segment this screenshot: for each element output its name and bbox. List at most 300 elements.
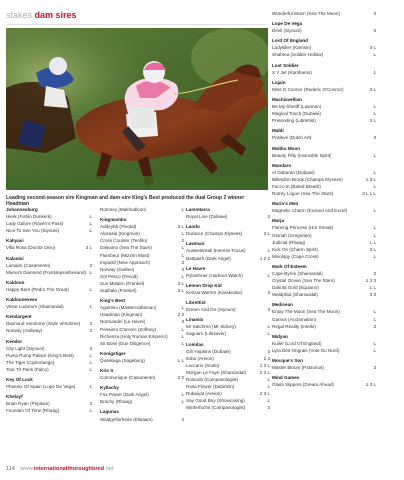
winner-name: Rolando (Campanologist)	[186, 376, 239, 382]
winner-name: Brachy (Rhaag)	[100, 399, 133, 405]
race-grade: 3 L L L	[362, 191, 376, 197]
winner-name: Alocasia (Kingman)	[100, 231, 140, 237]
winner-name: Richenza (Holy Roman Emperor)	[100, 333, 168, 339]
winner-entry	[100, 280, 184, 287]
winner-name: Kuiler (Lord Of England)	[272, 340, 322, 346]
race-grade: 1 3 L	[365, 382, 376, 388]
winner-entry	[272, 284, 376, 291]
winner-entry	[272, 190, 376, 197]
race-grade: 3 L	[177, 288, 184, 294]
dam-sire-heading: Malibu Moon	[272, 145, 301, 151]
dam-sire-heading: Kaldounevees	[6, 297, 38, 303]
race-grade: 3	[373, 365, 376, 371]
race-grade: L	[267, 331, 270, 337]
winner-name: Mr Satchmo (Mr Sidney)	[186, 324, 236, 330]
winner-entry	[100, 259, 184, 266]
winner-entry	[6, 383, 92, 390]
winner-name: Happy Bern (Pedro The Great)	[6, 286, 69, 292]
winner-name: Devil (Siyouni)	[272, 28, 302, 34]
race-grade: L	[373, 309, 376, 315]
race-grade: L L	[369, 239, 376, 245]
header-divider	[6, 24, 268, 25]
winner-entry	[272, 207, 376, 214]
race-grade: 3 3	[369, 292, 376, 298]
winner-entry	[272, 44, 376, 51]
race-grade: 3	[89, 328, 92, 334]
race-grade: 3	[267, 214, 270, 220]
dam-sire-heading: Lammtarra	[186, 207, 210, 212]
winner-name: Saguaro (Lifesaver)	[186, 331, 227, 337]
dam-sire-heading: Key Of Luck	[6, 376, 33, 382]
race-grade: L	[181, 305, 184, 311]
column-2	[100, 206, 184, 423]
winner-name: Gloriah (Gregorian)	[272, 232, 312, 238]
winner-name: Flambeur (Mizzen Mast)	[100, 252, 150, 258]
winner-name: The Tiger (Cipitorlango)	[6, 359, 55, 365]
race-grade: 1 3 L	[259, 362, 270, 368]
race-grade: L	[267, 272, 270, 278]
race-grade: 3	[181, 319, 184, 325]
winner-name: Cross Counter (Teofilo)	[100, 238, 148, 244]
dam-sire-heading: Lujain	[272, 79, 286, 85]
winner-name: Agostino (Mastercraftsman)	[100, 305, 157, 311]
winner-name: Sir Boris (Due Diligence)	[100, 340, 151, 346]
winner-name: Battaash (Dark Angel)	[186, 255, 231, 261]
winner-entry	[6, 400, 92, 407]
dam-sire-heading: King's Best	[100, 298, 126, 304]
winner-name: Norway (Galiway)	[6, 328, 43, 334]
winner-entry	[272, 364, 376, 371]
winner-name: Suphala (Frankel)	[100, 288, 137, 294]
winner-entry	[186, 306, 270, 313]
race-grade: L	[373, 104, 376, 110]
winner-name: Enjoy The Moon (Sea The Moon)	[272, 309, 340, 315]
race-grade: L	[373, 232, 376, 238]
race-grade: 3	[373, 135, 376, 141]
winner-entry	[186, 383, 270, 390]
winner-entry	[272, 291, 376, 298]
winner-entry	[272, 277, 376, 284]
winner-entry	[100, 206, 184, 213]
winner-name: Say Good Buy (Showcasing)	[186, 398, 245, 404]
race-grade: L	[89, 366, 92, 372]
race-grade: L	[373, 52, 376, 58]
dam-sire-heading: Linamix	[186, 317, 204, 323]
winner-name: Regal Reality (Intello)	[272, 323, 316, 329]
winner-entry	[186, 323, 270, 330]
winner-entry	[6, 303, 92, 310]
winner-name: Waldgeflorhede (Elisaam)	[100, 416, 153, 422]
winner-name: Ladykiller (Kamsin)	[272, 45, 312, 51]
winner-entry	[186, 376, 270, 383]
winner-name: Kick On (Charm Spirit)	[272, 246, 318, 252]
winner-name: Qualisaga (Sageburg)	[100, 357, 145, 363]
race-grade: L	[373, 340, 376, 346]
winner-name: Dalyamo (Sea The Stars)	[100, 245, 152, 251]
race-grade: 3	[181, 266, 184, 272]
race-grade: 2 3	[263, 355, 270, 361]
race-grade: L	[267, 384, 270, 390]
race-grade: L	[373, 111, 376, 117]
dam-sire-heading: Johannesburg	[6, 207, 38, 212]
race-grade: L	[89, 269, 92, 275]
race-grade: L	[89, 214, 92, 220]
winner-entry	[272, 86, 376, 93]
winner-name: Victor Ludorum (Shamardal)	[6, 304, 64, 310]
winner-name: Impulsif (New Approach)	[100, 259, 151, 265]
winner-name: Communique (Casamento)	[100, 375, 156, 381]
winner-name: Durance (Champs Elysees)	[186, 231, 243, 237]
winner-entry	[100, 416, 184, 423]
winner-name: Pump Pump Palace (King's Best)	[6, 352, 74, 358]
winner-entry	[272, 183, 376, 190]
race-grade: L	[181, 273, 184, 279]
winner-name: Rotrey Logue (Sea The Stars)	[272, 191, 334, 197]
race-grade: L	[181, 245, 184, 251]
winner-name: Magical Touch (Dubawi)	[272, 111, 321, 117]
race-grade: 3 L	[85, 245, 92, 251]
winner-entry	[272, 103, 376, 110]
race-grade: 1	[89, 304, 92, 310]
column-4	[272, 10, 376, 388]
winner-entry	[100, 374, 184, 381]
winner-entry	[100, 230, 184, 237]
race-grade: L	[373, 316, 376, 322]
winner-entry	[100, 326, 184, 333]
race-grade: L	[89, 221, 92, 227]
winner-entry	[272, 134, 376, 141]
section-title: dam sires	[34, 10, 77, 20]
winner-name: Wonderful Moon (Sea The Moon)	[272, 11, 341, 16]
winner-name: Rosa Flower (Dabirsim)	[186, 384, 235, 390]
dam-sire-heading: Maldi	[272, 128, 284, 134]
race-grade: 3 L	[369, 45, 376, 51]
winner-entry	[272, 239, 376, 246]
race-grade: L	[181, 340, 184, 346]
dam-sire-heading: Lomitas	[186, 341, 204, 347]
dam-sire-heading: Librettist	[186, 300, 206, 306]
winner-name: Cape Byron (Shamardal)	[272, 271, 323, 276]
race-grade: 2 2	[177, 312, 184, 318]
dam-sire-heading: Kalanisi	[6, 255, 24, 261]
winner-name: Winterfuchs (Campanologist)	[186, 405, 246, 411]
winner-name: Flaming Princess (Hot Streak)	[272, 225, 334, 231]
winner-entry	[272, 27, 376, 34]
race-grade: 3	[373, 28, 376, 34]
dam-sire-heading: Mark Of Esteem	[272, 263, 307, 269]
dam-sire-heading: Kendor	[6, 338, 23, 344]
winner-entry	[186, 289, 270, 296]
winner-entry	[186, 369, 270, 376]
section-label: stakes	[6, 10, 33, 20]
race-grade: L	[267, 248, 270, 254]
winner-entry	[186, 272, 270, 279]
winner-name: City Light (Siyouni)	[6, 345, 45, 351]
race-grade: 3 L	[177, 224, 184, 230]
race-grade: 3	[181, 416, 184, 422]
winner-entry	[272, 152, 376, 159]
winner-entry	[6, 352, 92, 359]
dam-sire-heading: Machiavellian	[272, 96, 302, 102]
racehorse-photo	[6, 28, 268, 190]
winner-entry	[272, 316, 376, 323]
race-grade: 2	[89, 262, 92, 268]
winner-name: Al Dabaran (Dubawi)	[272, 169, 315, 175]
race-grade: L	[89, 352, 92, 358]
race-grade: L	[181, 399, 184, 405]
race-grade: 3 L	[369, 118, 376, 124]
winner-entry	[100, 311, 184, 318]
winner-name: Itobo (Areion)	[186, 355, 214, 361]
winner-entry	[272, 224, 376, 231]
dam-sire-heading: Mandaro	[272, 162, 292, 168]
race-grade: 1 2 2	[259, 255, 270, 261]
winner-entry	[272, 232, 376, 239]
race-grade: L L	[177, 357, 184, 363]
winner-entry	[100, 273, 184, 280]
winner-entry	[272, 340, 376, 347]
race-grade: 1 3 3	[365, 278, 376, 284]
winner-entry	[100, 237, 184, 244]
winner-name: Beauty Fifty (Invincible Spirit)	[272, 152, 332, 158]
winner-entry	[272, 176, 376, 183]
winner-name: Diamond Vendome (Style Vendome)	[6, 321, 81, 327]
winner-entry	[100, 391, 184, 398]
winner-entry	[100, 223, 184, 230]
winner-entry	[6, 244, 92, 251]
race-grade: L	[373, 208, 376, 214]
dam-sire-heading: Midyan	[272, 333, 288, 339]
race-grade: 3	[89, 401, 92, 407]
winner-name: Judicial (Rhaag)	[272, 239, 306, 245]
winner-entry	[272, 323, 376, 330]
winner-entry	[6, 359, 92, 366]
winner-name: Addeybb (Pivotal)	[100, 224, 137, 230]
winner-name: Lady Galore (Raven's Pass)	[6, 221, 64, 227]
race-grade: L	[181, 252, 184, 258]
winner-entry	[272, 51, 376, 58]
winner-name: Brian Ryan (Pepisan)	[6, 401, 50, 407]
winner-name: Morgan Le Faye (Shamardal)	[186, 369, 247, 375]
winner-entry	[100, 287, 184, 294]
race-grade: L	[373, 152, 376, 158]
winner-name: Master Bloom (Pastorius)	[272, 365, 324, 371]
winner-name: Laccario (Scalo)	[186, 362, 220, 368]
winner-entry	[272, 253, 376, 260]
race-grade: 1 3 L	[365, 176, 376, 182]
race-grade: 2 2	[177, 375, 184, 381]
winner-entry	[100, 266, 184, 273]
winner-name: Pylosthner (Harbour Watch)	[186, 272, 243, 278]
winner-entry	[100, 304, 184, 311]
race-grade: L L	[369, 285, 376, 291]
race-grade: L	[181, 326, 184, 332]
winner-name: Lyra Des Ongrais (Vote Du Nord)	[272, 347, 340, 353]
winner-name: Romney (Makhadloon)	[100, 207, 147, 212]
winner-entry	[186, 355, 270, 362]
race-grade: 3	[373, 323, 376, 329]
winner-name: Mama's Diamond (Footstepsinthesand)	[6, 269, 87, 275]
winner-name: Sun Maiden (Frankel)	[100, 280, 145, 286]
section-header	[6, 10, 77, 20]
winner-name: Dakota Gold (Equiano)	[272, 285, 319, 291]
race-grade: L	[181, 333, 184, 339]
race-grade: 3	[267, 405, 270, 411]
winner-entry	[100, 357, 184, 364]
dam-sire-heading: Lord Of England	[272, 38, 308, 44]
photo-caption: Leading second-season sire Kingman and dam-sire King's Best produced the dual Group 2 winner Headman	[6, 195, 245, 207]
winner-name: Fox Power (Dark Angel)	[100, 392, 149, 398]
dam-sire-heading: Le Havre	[186, 265, 206, 271]
winner-entry	[186, 390, 270, 397]
winner-name: Headman (Kingman)	[100, 312, 143, 318]
winner-entry	[100, 340, 184, 347]
winner-name: Miss O Connor (Roderic O'Connor)	[272, 86, 344, 92]
race-grade: 1	[89, 384, 92, 390]
winner-name: Aussiestreak (Intense Focus)	[186, 248, 246, 254]
winner-entry	[186, 255, 270, 262]
race-grade: L	[181, 207, 184, 212]
race-grade: 3 L	[263, 231, 270, 237]
race-grade: 3	[267, 289, 270, 295]
winner-name: Waldpfad (Shamardal)	[272, 292, 318, 298]
winner-name: Fountain Of Time (Rhaag)	[6, 408, 60, 414]
winner-name: Tour Tir Paris (Falco)	[6, 366, 49, 372]
winner-entry	[6, 227, 92, 234]
winner-entry	[272, 110, 376, 117]
column-1	[6, 206, 92, 414]
dam-sire-heading: Lemon Drop Kid	[186, 282, 222, 288]
race-grade: 3 L	[177, 280, 184, 286]
winner-entry	[6, 213, 92, 220]
winner-name: Gamus (Acclamation)	[272, 316, 317, 322]
race-grade: L	[267, 324, 270, 330]
dam-sire-heading: Mario's Men	[272, 201, 299, 207]
winner-name: Crystal Ocean (Sea The Stars)	[272, 278, 335, 284]
winner-name: Royal Line (Dubawi)	[186, 214, 228, 220]
page-number: 114	[6, 466, 15, 472]
winner-entry	[6, 320, 92, 327]
dam-sire-heading: Kyllachy	[100, 385, 119, 391]
race-grade: 3	[89, 345, 92, 351]
dam-sire-heading: Khelayf	[6, 394, 23, 400]
winner-entry	[6, 262, 92, 269]
dam-sire-heading: Lagunas	[100, 409, 119, 415]
winner-entry	[100, 398, 184, 405]
page-footer	[6, 466, 113, 472]
winner-entry	[272, 308, 376, 315]
website-link[interactable]: www.internationalthoroughbred.net	[20, 466, 114, 472]
winner-name: Normandel (Le Havre)	[100, 319, 146, 325]
race-grade: L	[181, 231, 184, 237]
winner-entry	[272, 10, 376, 17]
dam-sire-heading: Mind Games	[272, 375, 300, 381]
winner-name: Gin Hopkins (Dubawi)	[186, 348, 231, 354]
race-grade: 3	[373, 11, 376, 16]
race-grade: 3 L	[369, 86, 376, 92]
winner-entry	[186, 362, 270, 369]
winner-name: Hierk (Fishin Dunkerk)	[6, 214, 52, 220]
winner-name: Nice To See You (Siyouni)	[6, 228, 60, 234]
dam-sire-heading: Lope De Vega	[272, 21, 303, 27]
dam-sire-heading: Kaldoun	[6, 279, 25, 285]
winner-name: Be My Sheriff (Lawman)	[272, 104, 322, 110]
winner-entry	[272, 169, 376, 176]
race-grade: L	[373, 183, 376, 189]
race-grade: 3 L	[369, 246, 376, 252]
race-grade: L	[181, 392, 184, 398]
winner-entry	[6, 345, 92, 352]
race-grade: 2	[181, 238, 184, 244]
race-grade: L	[373, 169, 376, 175]
dam-sire-heading: Kingmambo	[100, 217, 127, 223]
winner-entry	[6, 286, 92, 293]
dam-sire-heading: Kahyasi	[6, 238, 24, 244]
winner-entry	[186, 348, 270, 355]
race-grade: 1	[373, 69, 376, 75]
winner-name: Phoenix Of Spain (Lope De Vega)	[6, 384, 76, 390]
race-grade: L	[373, 347, 376, 353]
winner-entry	[186, 213, 270, 220]
race-grade: L	[89, 359, 92, 365]
race-grade: 3	[267, 348, 270, 354]
winner-entry	[100, 318, 184, 325]
race-grade: 3	[373, 271, 376, 276]
winner-name: Positive (Dutch Art)	[272, 135, 312, 141]
winner-entry	[272, 246, 376, 253]
winner-entry	[100, 244, 184, 251]
dam-sire-heading: Marju	[272, 218, 285, 224]
race-grade: L	[89, 228, 92, 234]
winner-entry	[272, 117, 376, 124]
winner-name: Sol Pesco (Fervid)	[100, 273, 138, 279]
race-grade: L	[89, 286, 92, 292]
race-grade: 2 3 L	[259, 369, 270, 375]
winner-entry	[186, 330, 270, 337]
winner-entry	[100, 333, 184, 340]
winner-name: Pensiero D'amore (Zoffany)	[100, 326, 157, 332]
winner-name: Villa Rosa (Doctor Dino)	[6, 245, 56, 251]
winner-entry	[6, 327, 92, 334]
race-grade: 2 3 L	[259, 391, 270, 397]
race-grade: L	[373, 253, 376, 259]
winner-entry	[272, 381, 376, 388]
winner-entry	[272, 69, 376, 76]
winner-entry	[6, 269, 92, 276]
dam-sire-heading: Konigstiger	[100, 350, 126, 356]
winner-entry	[6, 220, 92, 227]
winner-name: Pretending (Librettist)	[272, 118, 316, 124]
winner-name: Mixology (Cape Cross)	[272, 253, 319, 259]
winner-entry	[100, 252, 184, 259]
winner-name: Kenzai Warrior (Karakontie)	[186, 289, 243, 295]
dam-sire-heading: Lost Soldier	[272, 62, 299, 68]
race-grade: L	[267, 376, 270, 382]
winner-name: Dream And Do (Siyouni)	[186, 307, 236, 313]
race-grade: L	[267, 398, 270, 404]
winner-name: Magnetic Charm (Exceed And Excel)	[272, 208, 348, 214]
winner-name: Facco In (Bated Breath)	[272, 183, 321, 189]
winner-name: Billesdon Brook (Champs Elysees)	[272, 176, 343, 182]
dam-sire-heading: Kendargent	[6, 314, 32, 320]
winner-entry	[272, 347, 376, 354]
race-grade: L	[373, 225, 376, 231]
race-grade: 3	[181, 259, 184, 265]
winner-entry	[186, 397, 270, 404]
column-3	[186, 206, 270, 411]
winner-entry	[272, 270, 376, 277]
race-grade: L	[89, 408, 92, 414]
